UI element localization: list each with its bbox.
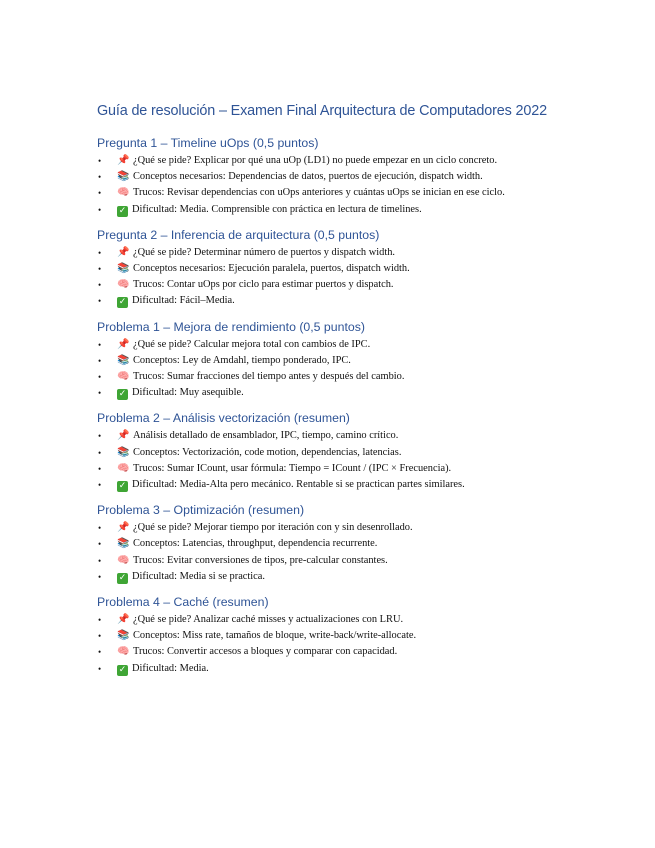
bullet-icon: •: [98, 172, 102, 183]
item-text: Dificultad: Media-Alta pero mecánico. Rentable si se practican partes similares.: [132, 479, 465, 491]
section-heading: Problema 4 – Caché (resumen): [97, 595, 269, 610]
list-item: [97, 445, 567, 461]
item-text: Trucos: Sumar fracciones del tiempo antes y después del cambio.: [133, 371, 405, 383]
bullet-icon: •: [98, 631, 102, 642]
item-text: Trucos: Convertir accesos a bloques y comparar con capacidad.: [133, 646, 398, 658]
list-item: [97, 461, 567, 477]
bullet-list: [97, 245, 567, 310]
bullet-icon: •: [98, 555, 102, 566]
list-item: [97, 202, 567, 218]
section-4: [97, 411, 567, 493]
bullet-list: [97, 153, 567, 218]
pushpin-icon: 📌: [117, 522, 130, 534]
bullet-icon: •: [98, 647, 102, 658]
item-text: Conceptos: Miss rate, tamaños de bloque, write-back/write-allocate.: [133, 630, 417, 642]
list-item: [97, 293, 567, 309]
section-1: [97, 136, 567, 218]
item-text: Dificultad: Media. Comprensible con práctica en lectura de timelines.: [132, 203, 422, 215]
list-item: [97, 245, 567, 261]
list-item: [97, 337, 567, 353]
list-item: [97, 153, 567, 169]
bullet-icon: •: [98, 204, 102, 215]
bullet-icon: •: [98, 447, 102, 458]
check-mark-icon: ✓: [118, 481, 127, 492]
list-item: [97, 385, 567, 401]
bullet-list: [97, 428, 567, 493]
bullet-icon: •: [98, 523, 102, 534]
item-text: Trucos: Evitar conversiones de tipos, pre-calcular constantes.: [133, 554, 388, 566]
brain-icon: 🧠: [117, 462, 130, 474]
section-heading: Pregunta 2 – Inferencia de arquitectura (0,5 puntos): [97, 227, 380, 242]
books-icon: 📚: [117, 354, 130, 366]
bullet-icon: •: [98, 296, 102, 307]
item-text: ¿Qué se pide? Analizar caché misses y actualizaciones con LRU.: [133, 614, 404, 626]
item-text: Dificultad: Media si se practica.: [132, 570, 266, 582]
section-3: [97, 320, 567, 402]
brain-icon: 🧠: [117, 187, 130, 199]
item-text: Conceptos necesarios: Dependencias de datos, puertos de ejecución, dispatch width.: [133, 171, 483, 183]
check-mark-icon: ✓: [118, 205, 127, 216]
list-item: [97, 185, 567, 201]
brain-icon: 🧠: [117, 646, 130, 658]
bullet-icon: •: [98, 615, 102, 626]
section-heading: Problema 1 – Mejora de rendimiento (0,5 puntos): [97, 319, 365, 334]
document-title: Guía de resolución – Examen Final Arquitectura de Computadores 2022: [97, 103, 547, 119]
bullet-icon: •: [98, 480, 102, 491]
brain-icon: 🧠: [117, 279, 130, 291]
section-heading: Problema 3 – Optimización (resumen): [97, 503, 305, 518]
item-text: ¿Qué se pide? Explicar por qué una uOp (LD1) no puede empezar en un ciclo concreto.: [133, 155, 498, 166]
bullet-list: [97, 337, 567, 402]
check-mark-icon: ✓: [118, 389, 127, 400]
item-text: Conceptos: Ley de Amdahl, tiempo ponderado, IPC.: [133, 354, 351, 366]
bullet-icon: •: [98, 539, 102, 550]
item-text: Conceptos necesarios: Ejecución paralela, puertos, dispatch width.: [133, 263, 410, 275]
list-item: [97, 612, 567, 628]
list-item: [97, 428, 567, 444]
bullet-list: [97, 520, 567, 585]
books-icon: 📚: [117, 630, 130, 642]
bullet-icon: •: [98, 463, 102, 474]
list-item: [97, 644, 567, 660]
bullet-icon: •: [98, 188, 102, 199]
list-item: [97, 553, 567, 569]
list-item: [97, 661, 567, 677]
list-item: [97, 569, 567, 585]
section-heading: Pregunta 1 – Timeline uOps (0,5 puntos): [97, 136, 319, 150]
pushpin-icon: 📌: [117, 430, 130, 442]
item-text: Dificultad: Media.: [132, 662, 209, 674]
pushpin-icon: 📌: [117, 155, 130, 166]
list-item: [97, 369, 567, 385]
bullet-icon: •: [98, 355, 102, 366]
brain-icon: 🧠: [117, 371, 130, 383]
bullet-icon: •: [98, 388, 102, 399]
bullet-icon: •: [98, 280, 102, 291]
brain-icon: 🧠: [117, 554, 130, 566]
bullet-icon: •: [98, 431, 102, 442]
list-item: [97, 477, 567, 493]
pushpin-icon: 📌: [117, 246, 130, 258]
bullet-icon: •: [98, 663, 102, 674]
section-5: [97, 503, 567, 585]
item-text: Conceptos: Latencias, throughput, dependencia recurrente.: [133, 538, 378, 550]
item-text: Análisis detallado de ensamblador, IPC, tiempo, camino crítico.: [133, 430, 399, 442]
section-heading: Problema 2 – Análisis vectorización (resumen): [97, 411, 350, 426]
item-text: ¿Qué se pide? Mejorar tiempo por iteración con y sin desenrollado.: [133, 522, 413, 534]
item-text: ¿Qué se pide? Determinar número de puertos y dispatch width.: [133, 246, 395, 258]
item-text: Trucos: Contar uOps por ciclo para estimar puertos y dispatch.: [133, 279, 394, 291]
bullet-icon: •: [98, 339, 102, 350]
list-item: [97, 353, 567, 369]
books-icon: 📚: [117, 446, 130, 458]
books-icon: 📚: [117, 263, 130, 275]
item-text: ¿Qué se pide? Calcular mejora total con cambios de IPC.: [133, 338, 371, 350]
pushpin-icon: 📌: [117, 338, 130, 350]
check-mark-icon: ✓: [118, 664, 127, 675]
item-text: Dificultad: Fácil–Media.: [132, 295, 235, 307]
bullet-icon: •: [98, 156, 102, 166]
check-mark-icon: ✓: [118, 572, 127, 583]
list-item: [97, 261, 567, 277]
books-icon: 📚: [117, 171, 130, 183]
list-item: [97, 520, 567, 536]
list-item: [97, 277, 567, 293]
item-text: Conceptos: Vectorización, code motion, dependencias, latencias.: [133, 446, 402, 458]
pushpin-icon: 📌: [117, 614, 130, 626]
item-text: Dificultad: Muy asequible.: [132, 387, 244, 399]
sections-container: [97, 136, 567, 677]
list-item: [97, 628, 567, 644]
document-page: [97, 103, 567, 687]
list-item: [97, 169, 567, 185]
bullet-icon: •: [98, 264, 102, 275]
bullet-icon: •: [98, 372, 102, 383]
books-icon: 📚: [117, 538, 130, 550]
section-2: [97, 228, 567, 310]
item-text: Trucos: Sumar ICount, usar fórmula: Tiempo = ICount / (IPC × Frecuencia).: [133, 462, 452, 474]
item-text: Trucos: Revisar dependencias con uOps anteriores y cuántas uOps se inician en ese ciclo.: [133, 187, 505, 199]
list-item: [97, 536, 567, 552]
section-6: [97, 595, 567, 677]
check-mark-icon: ✓: [118, 297, 127, 308]
bullet-icon: •: [98, 247, 102, 258]
bullet-icon: •: [98, 571, 102, 582]
bullet-list: [97, 612, 567, 677]
